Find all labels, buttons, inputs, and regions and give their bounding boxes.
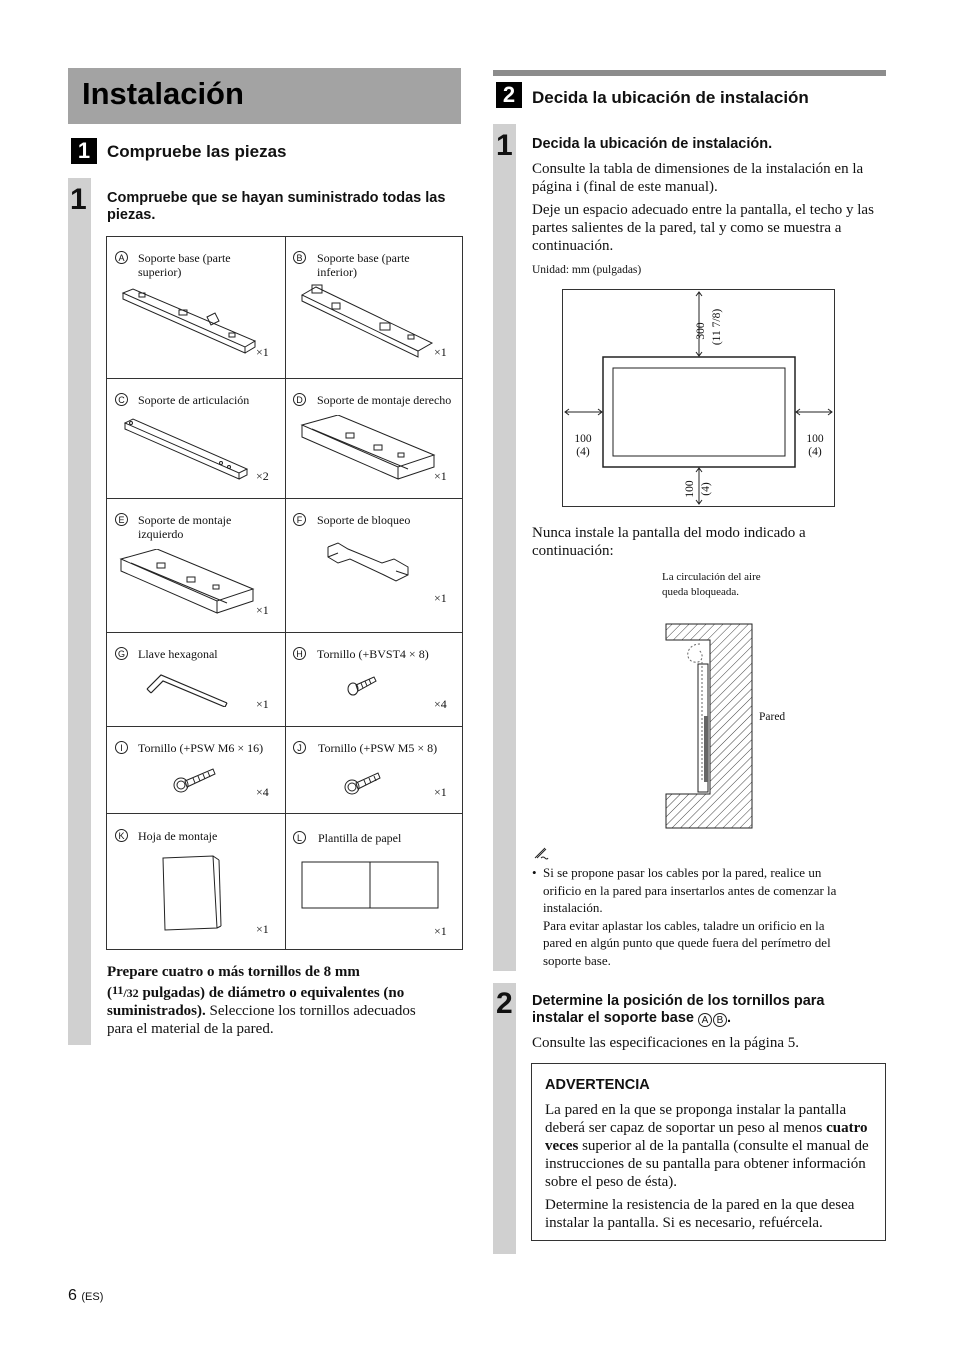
prepare-line4: para el material de la pared.	[107, 1021, 274, 1037]
part-name: Soporte de montaje derecho	[317, 393, 452, 407]
part-cell-i	[107, 727, 285, 813]
part-name: Soporte base (parte superior)	[138, 251, 231, 279]
step-bar	[493, 983, 516, 1254]
part-cell-l	[286, 814, 463, 950]
part-qty: ×4	[434, 697, 447, 711]
part-qty: ×1	[256, 603, 269, 617]
screw-illustration	[346, 673, 380, 697]
part-cell-g	[107, 633, 285, 726]
part-cell-j	[286, 727, 463, 813]
prepare-screws-text	[107, 963, 467, 1038]
section-number: 2	[496, 82, 522, 108]
dim-bottom-in: (4)	[700, 482, 712, 496]
step-number: 1	[70, 183, 87, 216]
part-letter: A	[698, 1013, 712, 1027]
step-heading: Compruebe que se hayan suministrado todas las piezas.	[107, 190, 446, 223]
part-name: Soporte de articulación	[138, 393, 250, 407]
part-qty: ×1	[434, 345, 447, 359]
lock-bracket-illustration	[324, 541, 414, 587]
part-name: Plantilla de papel	[318, 831, 402, 845]
part-name: Soporte de bloqueo	[317, 513, 411, 527]
step-paragraph: Deje un espacio adecuado entre la pantalla, el techo y las partes salientes de la pared, tal y como se muestra a continuación.	[532, 202, 874, 254]
part-letter: K	[115, 829, 128, 842]
page-footer	[68, 1287, 103, 1305]
warning-paragraph	[545, 1101, 875, 1191]
step-number: 2	[496, 987, 513, 1020]
step-heading-end: .	[727, 1010, 732, 1026]
part-letter: G	[115, 647, 128, 660]
part-qty: ×2	[256, 469, 269, 483]
warning-text: La pared en la que se proponga instalar la pantalla deberá ser capaz de soportar un peso al menos	[545, 1102, 847, 1136]
note-text	[543, 864, 883, 970]
note-line: instalación.	[543, 900, 603, 916]
part-letter: B	[713, 1013, 727, 1027]
page-title-bar	[68, 68, 461, 124]
page-lang: (ES)	[81, 1291, 104, 1303]
warning-paragraph: Determine la resistencia de la pared en la que desea instalar la pantalla. Si es necesario, refuércela.	[545, 1197, 855, 1231]
part-letter: B	[293, 251, 306, 264]
note-bullet: •	[532, 865, 537, 880]
part-qty: ×1	[434, 469, 447, 483]
dim-top-in: (11 7/8)	[711, 308, 723, 346]
airflow-label-2: queda bloqueada.	[662, 586, 739, 598]
part-name: Tornillo (+PSW M6 × 16)	[138, 741, 264, 755]
part-name: Tornillo (+PSW M5 × 8)	[318, 741, 438, 755]
step-bar	[68, 178, 91, 1045]
part-letter: I	[115, 741, 128, 754]
page-number: 6	[68, 1287, 77, 1304]
dim-right-in: (4)	[808, 446, 822, 458]
part-cell-k	[107, 814, 285, 950]
base-bracket-upper-illustration	[119, 285, 259, 360]
dim-top-mm: 300	[695, 322, 707, 340]
prepare-line2: pulgadas) de diámetro o equivalentes (no	[138, 985, 405, 1001]
part-cell-c	[107, 379, 285, 498]
step-paragraph: Consulte las especificaciones en la página 5.	[532, 1035, 799, 1051]
part-qty: ×1	[256, 922, 269, 936]
section-number: 1	[71, 138, 97, 164]
part-name: Soporte de montaje izquierdo	[138, 513, 232, 541]
wall-label: Pared	[759, 711, 786, 723]
part-cell-a	[107, 237, 285, 378]
part-name: Hoja de montaje	[138, 829, 218, 843]
note-line: Para evitar aplastar los cables, taladre un orificio en la	[543, 917, 825, 933]
step-number: 1	[496, 129, 513, 162]
part-cell-f	[286, 499, 463, 632]
parts-table	[106, 236, 463, 950]
dim-left-mm: 100	[574, 433, 592, 445]
step-paragraph: Consulte la tabla de dimensiones de la instalación en la página i (final de este manual).	[532, 161, 864, 195]
base-bracket-lower-illustration	[296, 281, 436, 361]
paper-template-illustration	[300, 860, 440, 910]
step-heading-line1: Determine la posición de los tornillos para	[532, 993, 825, 1009]
warning-emphasis: cuatro veces	[545, 1120, 868, 1154]
part-qty: ×1	[434, 924, 447, 938]
clearance-diagram	[562, 289, 835, 507]
step-heading	[532, 993, 888, 1027]
part-name: Soporte base (parte inferior)	[317, 251, 410, 279]
prepare-line3: Seleccione los tornillos adecuados	[205, 1003, 416, 1019]
screw-illustration	[173, 765, 217, 795]
note-line: Si se propone pasar los cables por la pared, realice un	[543, 865, 822, 880]
part-letter: A	[115, 251, 128, 264]
mounting-sheet-illustration	[159, 854, 223, 934]
dim-right-mm: 100	[806, 433, 824, 445]
prepare-fraction-den: /32	[123, 986, 139, 1000]
warning-text: superior al de la pantalla (consulte el manual de instrucciones de su pantalla para obtener información sobre el peso de ésta).	[545, 1138, 869, 1190]
part-qty: ×1	[434, 785, 447, 799]
articulation-bracket-illustration	[121, 415, 251, 485]
section-title: Compruebe las piezas	[107, 142, 287, 161]
note-line: orificio en la pared para insertarlos antes de comenzar la	[543, 882, 837, 898]
prepare-fraction-num: 11	[112, 983, 124, 997]
warning-title: ADVERTENCIA	[545, 1077, 650, 1093]
unit-note: Unidad: mm (pulgadas)	[532, 264, 642, 276]
section-top-rule	[493, 70, 886, 76]
screw-illustration	[344, 769, 384, 797]
hex-key-illustration	[143, 667, 233, 707]
part-cell-e	[107, 499, 285, 632]
right-mounting-bracket-illustration	[298, 415, 438, 487]
dim-bottom-mm: 100	[684, 480, 696, 498]
never-install-text: Nunca instale la pantalla del modo indicado a continuación:	[532, 525, 806, 559]
part-qty: ×1	[256, 345, 269, 359]
part-qty: ×1	[256, 697, 269, 711]
part-qty: ×1	[434, 591, 447, 605]
part-letter: D	[293, 393, 306, 406]
step-heading: Decida la ubicación de instalación.	[532, 136, 773, 152]
part-cell-b	[286, 237, 463, 378]
section-title: Decida la ubicación de instalación	[532, 88, 809, 107]
step-heading-line2: instalar el soporte base	[532, 1010, 699, 1026]
part-qty: ×4	[256, 785, 269, 799]
prepare-line2-open: (	[107, 985, 112, 1001]
part-letter: H	[293, 647, 306, 660]
part-letter: J	[293, 741, 306, 754]
airflow-label-1: La circulación del aire	[662, 571, 761, 583]
part-letter: L	[293, 831, 306, 844]
dim-left-in: (4)	[576, 446, 590, 458]
note-line: soporte base.	[543, 952, 611, 968]
part-letter: C	[115, 393, 128, 406]
note-line: pared en algún punto que quede fuera del perímetro del	[543, 935, 831, 951]
part-name: Llave hexagonal	[138, 647, 218, 661]
part-name: Tornillo (+BVST4 × 8)	[317, 647, 429, 661]
part-cell-h	[286, 633, 463, 726]
part-letter: F	[293, 513, 306, 526]
prepare-line3-bold: suministrados).	[107, 1003, 206, 1019]
step-bar	[493, 124, 516, 971]
prepare-line1: Prepare cuatro o más tornillos de 8 mm	[107, 964, 360, 980]
pencil-note-icon	[533, 846, 549, 860]
left-mounting-bracket-illustration	[117, 549, 257, 621]
part-letter: E	[115, 513, 128, 526]
wall-airflow-drawing	[664, 598, 754, 830]
page-title: Instalación	[82, 76, 244, 111]
warning-box	[531, 1063, 886, 1241]
part-cell-d	[286, 379, 463, 498]
